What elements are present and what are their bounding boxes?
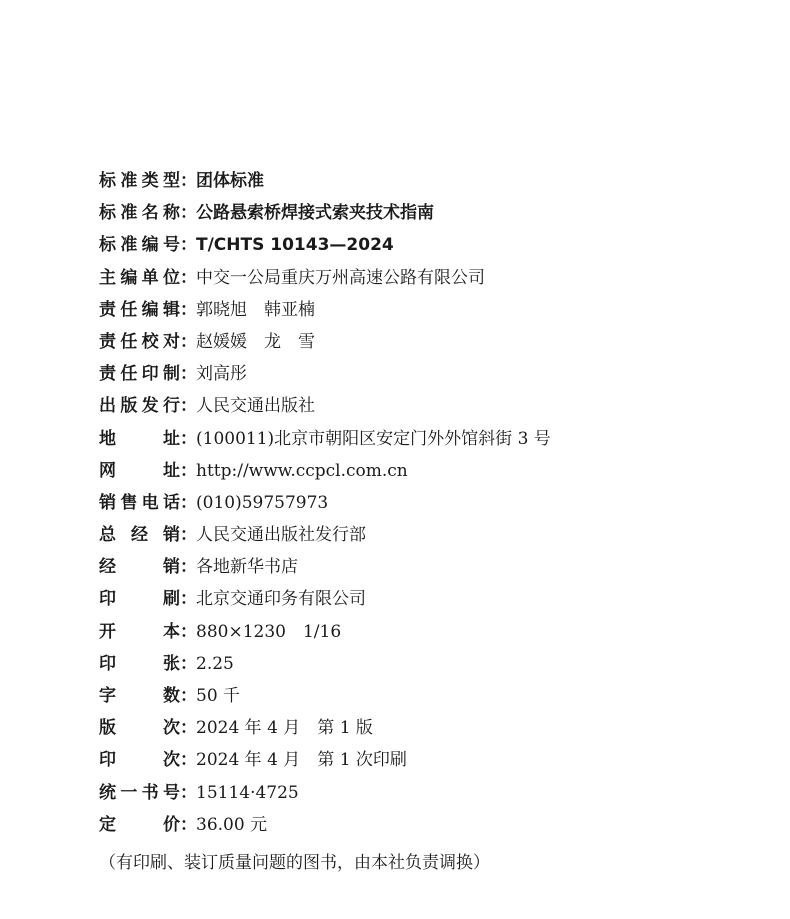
field-value: 人民交通出版社 (196, 396, 315, 417)
row-address (99, 423, 551, 455)
colon: ： (180, 460, 197, 481)
colon: ： (180, 396, 197, 417)
field-label: 定 价 (99, 814, 180, 835)
field-label: 标准名称 (99, 203, 180, 224)
row-standard-type (99, 165, 551, 197)
field-value: 各地新华书店 (196, 557, 298, 578)
field-value: 赵媛媛 龙 雪 (196, 331, 315, 352)
row-edition (99, 712, 551, 744)
row-responsible-editor (99, 294, 551, 326)
field-value: 中交一公局重庆万州高速公路有限公司 (196, 267, 485, 288)
colon: ： (180, 718, 197, 739)
row-book-number (99, 777, 551, 809)
colon: ： (180, 171, 197, 191)
field-value: 50 千 (196, 686, 241, 706)
row-word-count (99, 680, 551, 712)
field-value: T/CHTS 10143—2024 (196, 235, 394, 256)
colon: ： (180, 428, 197, 449)
colon: ： (180, 589, 197, 610)
field-label: 经 销 (99, 557, 180, 578)
field-value: 人民交通出版社发行部 (196, 525, 366, 546)
field-value: 公路悬索桥焊接式索夹技术指南 (196, 203, 434, 224)
field-value: 团体标准 (196, 171, 264, 191)
row-standard-number (99, 229, 551, 261)
colon: ： (180, 331, 197, 352)
colon: ： (180, 203, 197, 224)
row-publisher (99, 390, 551, 422)
colon: ： (180, 750, 197, 771)
colon: ： (180, 653, 197, 674)
field-label: 统一书号 (99, 782, 180, 803)
row-chief-editor-unit (99, 262, 551, 294)
colon: ： (180, 235, 197, 256)
row-sales-phone (99, 487, 551, 519)
row-format (99, 616, 551, 648)
field-label: 出版发行 (99, 396, 180, 417)
field-label: 印 张 (99, 653, 180, 674)
field-value: 15114·4725 (196, 782, 299, 803)
row-website (99, 455, 551, 487)
field-label: 字 数 (99, 686, 180, 706)
field-value: 郭晓旭 韩亚楠 (196, 299, 315, 320)
copyright-info-list (99, 165, 551, 841)
field-value: (100011)北京市朝阳区安定门外外馆斜街 3 号 (196, 428, 551, 449)
row-price (99, 809, 551, 841)
field-label: 责任编辑 (99, 299, 180, 320)
field-label: 印 刷 (99, 589, 180, 610)
field-value: http://www.ccpcl.com.cn (196, 460, 408, 481)
field-label: 责任校对 (99, 331, 180, 352)
quality-notice: （有印刷、装订质量问题的图书，由本社负责调换） (99, 853, 490, 873)
row-sheets (99, 648, 551, 680)
field-label: 标准类型 (99, 171, 180, 191)
colon: ： (180, 525, 197, 546)
field-value: 2024 年 4 月 第 1 次印刷 (196, 750, 407, 771)
field-label: 总 经 销 (99, 525, 180, 546)
colon: ： (180, 364, 197, 385)
field-label: 印 次 (99, 750, 180, 771)
row-standard-name (99, 197, 551, 229)
colon: ： (180, 621, 197, 642)
colon: ： (180, 299, 197, 320)
row-proofreader (99, 326, 551, 358)
colon: ： (180, 267, 197, 288)
field-value: 2024 年 4 月 第 1 版 (196, 718, 373, 739)
field-label: 版 次 (99, 718, 180, 739)
colon: ： (180, 557, 197, 578)
field-label: 销售电话 (99, 492, 180, 513)
field-label: 标准编号 (99, 235, 180, 256)
colon: ： (180, 492, 197, 513)
colon: ： (180, 782, 197, 803)
field-label: 主编单位 (99, 267, 180, 288)
field-value: 北京交通印务有限公司 (196, 589, 366, 610)
row-print-supervisor (99, 358, 551, 390)
colon: ： (180, 686, 197, 706)
row-printing (99, 744, 551, 776)
field-value: 2.25 (196, 653, 234, 674)
colon: ： (180, 814, 197, 835)
row-distributor (99, 551, 551, 583)
row-general-distributor (99, 519, 551, 551)
field-label: 地 址 (99, 428, 180, 449)
field-label: 网 址 (99, 460, 180, 481)
field-value: (010)59757973 (196, 492, 329, 513)
field-value: 36.00 元 (196, 814, 268, 835)
field-label: 开 本 (99, 621, 180, 642)
field-value: 刘高彤 (196, 364, 247, 385)
row-printer (99, 583, 551, 615)
field-label: 责任印制 (99, 364, 180, 385)
field-value: 880×1230 1/16 (196, 621, 342, 642)
